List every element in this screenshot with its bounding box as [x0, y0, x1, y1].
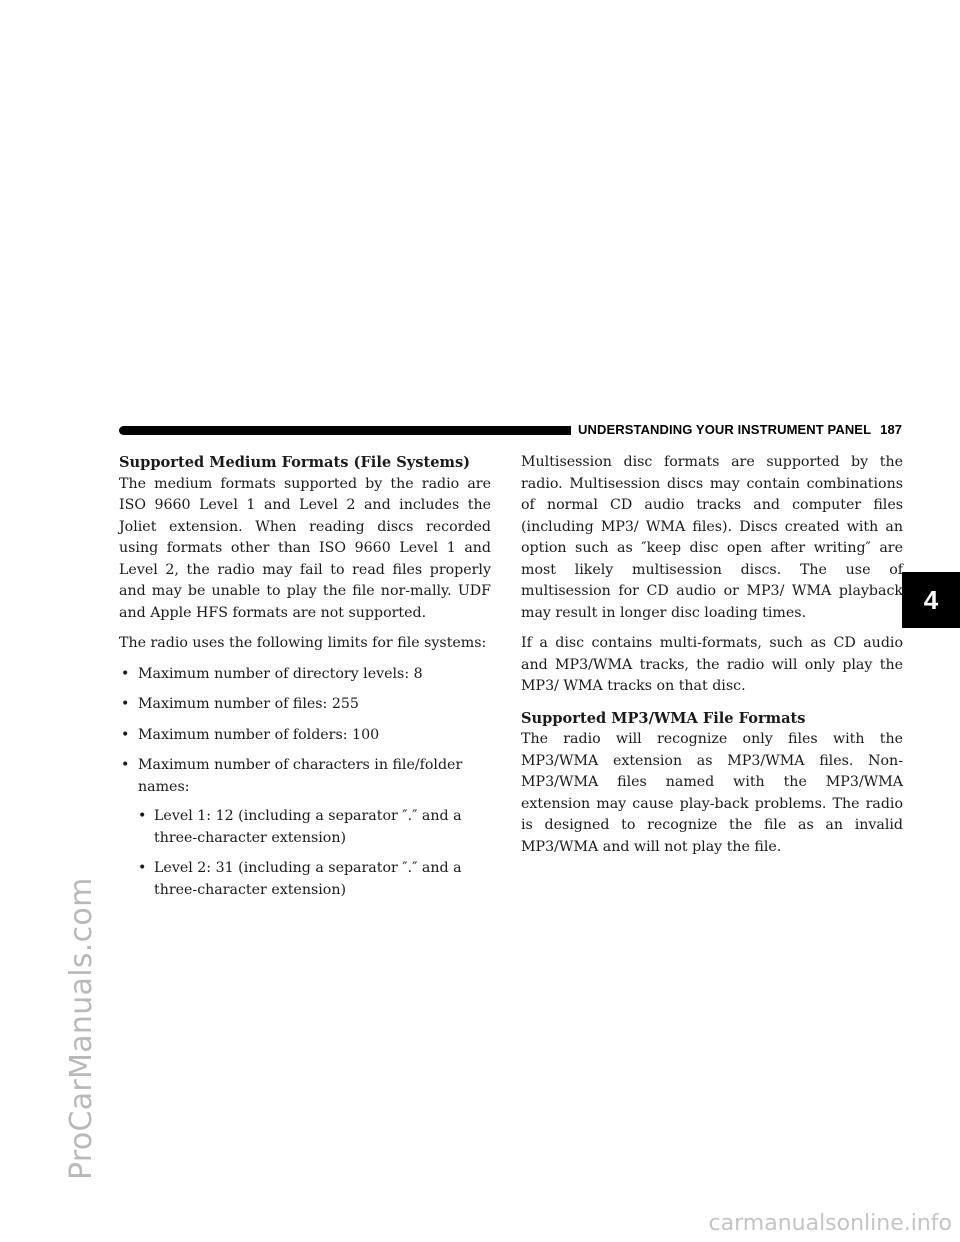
- bullet-icon: •: [121, 726, 130, 743]
- list-item: • Maximum number of files: 255: [119, 694, 491, 716]
- paragraph-limits-intro: The radio uses the following limits for file systems:: [119, 635, 487, 651]
- sub-list-item: • Level 2: 31 (including a separator ″.″ and a three-character extension): [138, 860, 462, 898]
- header-title-line: [578, 422, 902, 437]
- chapter-tab: 4: [902, 572, 960, 628]
- header-title: UNDERSTANDING YOUR INSTRUMENT PANEL: [578, 422, 872, 437]
- bullet-icon: •: [121, 696, 130, 712]
- limits-list: [119, 664, 491, 902]
- section-heading-mp3-wma: Supported MP3/WMA File Formats: [521, 709, 806, 727]
- list-item: • Maximum number of folders: 100: [119, 725, 491, 747]
- bottom-watermark: carmanualsonline.info: [708, 1211, 952, 1236]
- sub-list: [138, 806, 491, 901]
- left-column: [119, 452, 491, 910]
- paragraph-multi-formats: If a disc contains multi-formats, such as CD audio and MP3/WMA tracks, the radio will only play the MP3/ WMA tracks on that disc.: [521, 635, 903, 694]
- bullet-icon: •: [138, 860, 147, 876]
- page-header: [119, 424, 902, 437]
- bullet-icon: •: [138, 808, 147, 824]
- paragraph-medium-formats: The medium formats supported by the radio are ISO 9660 Level 1 and Level 2 and includes the Joliet extension. When reading discs recorded using formats other than ISO 9660 Level 1 and Level 2, the radio may fail to read files properly and may be unable to play the file nor-mally. UDF and Apple HFS formats are not supported.: [119, 475, 491, 621]
- section-heading-file-systems: Supported Medium Formats (File Systems): [119, 454, 471, 471]
- paragraph-multisession: Multisession disc formats are supported by the radio. Multisession discs may contain combinations of normal CD audio tracks and computer files (including MP3/ WMA files). Discs created with an option such as ″keep disc open after writing″ are most likely multisession discs. The use of multisession for CD audio or MP3/ WMA playback may result in longer disc loading times.: [521, 454, 903, 621]
- paragraph-mp3-wma-formats: The radio will recognize only files with the MP3/WMA extension as MP3/WMA files. Non-MP3/WMA files named with the MP3/WMA extension may cause play-back problems. The radio is designed to recognize the file as an invalid MP3/WMA and will not play the file.: [521, 731, 903, 855]
- list-item: • Maximum number of characters in file/folder names: • Level 1: 12 (including a separator ″.″ and a three-character extension) • Level 2: 31 (including a separator ″.″ and a three-character extension): [119, 755, 491, 901]
- sub-list-item: • Level 1: 12 (including a separator ″.″ and a three-character extension): [138, 808, 462, 846]
- right-column: [521, 452, 903, 867]
- side-watermark: ProCarManuals.com: [64, 877, 99, 1180]
- header-rule: [119, 426, 571, 435]
- list-item: • Maximum number of directory levels: 8: [119, 664, 491, 686]
- bullet-icon: •: [121, 757, 130, 773]
- page-number: 187: [880, 422, 903, 437]
- bullet-icon: •: [121, 665, 130, 682]
